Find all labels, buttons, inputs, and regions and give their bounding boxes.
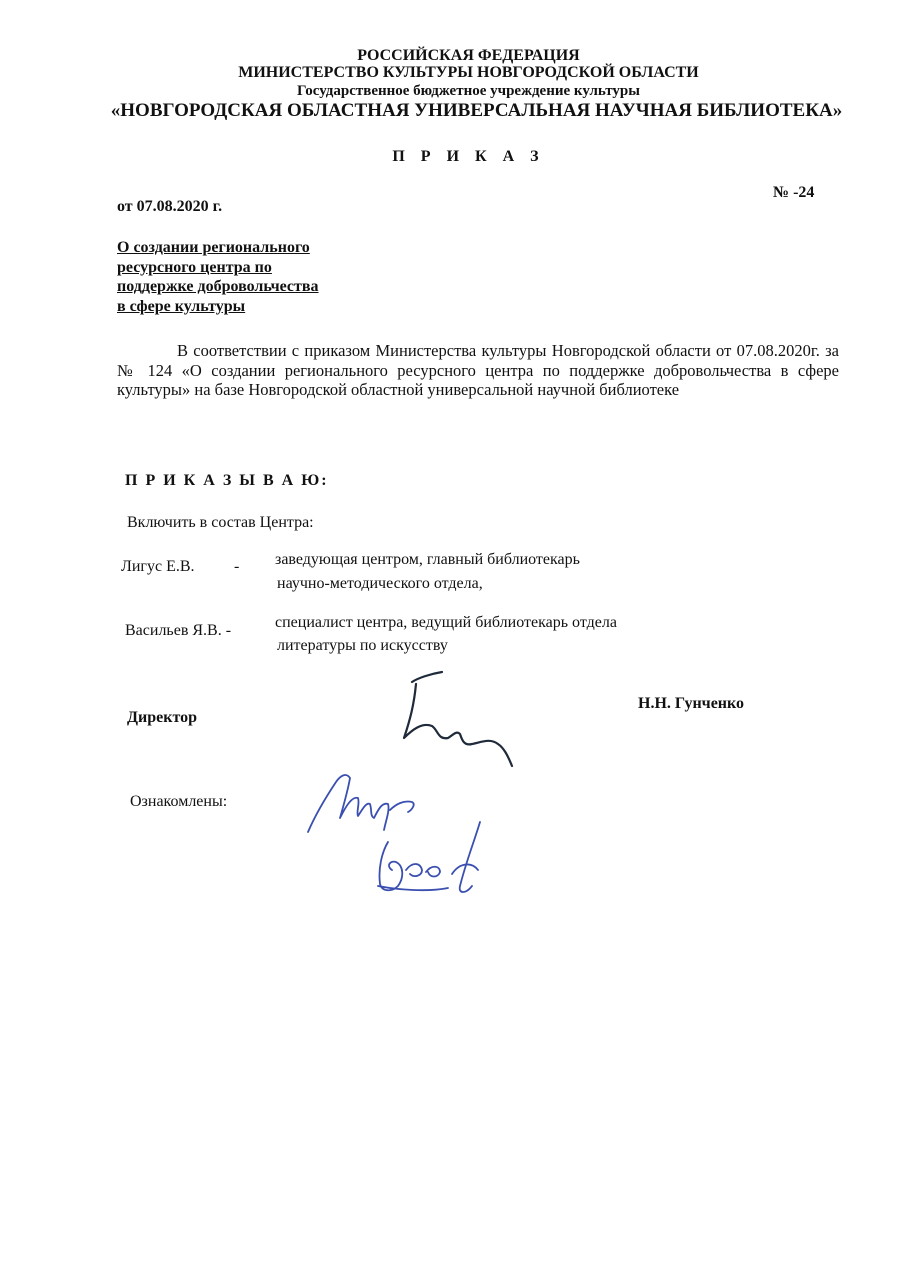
- director-title: Директор: [127, 709, 197, 726]
- document-title: П Р И К А З: [392, 148, 545, 165]
- header-ministry: МИНИСТЕРСТВО КУЛЬТУРЫ НОВГОРОДСКОЙ ОБЛАСТИ: [238, 64, 699, 81]
- member-position: научно-методического отдела,: [277, 575, 483, 592]
- header-country: РОССИЙСКАЯ ФЕДЕРАЦИЯ: [357, 47, 580, 64]
- order-preamble: В соответствии с приказом Министерства культуры Новгородской области от 07.08.2020г. за № 124 «О создании регионального ресурсного центра по поддержке добровольчества в сфере культуры» на базе Новгородской областной универсальной научной библиотеке: [117, 341, 839, 399]
- header-institution-name: «НОВГОРОДСКАЯ ОБЛАСТНАЯ УНИВЕРСАЛЬНАЯ НАУЧНАЯ БИБЛИОТЕКА»: [110, 100, 843, 121]
- member-dash: -: [234, 558, 240, 575]
- member-position: литературы по искусству: [277, 637, 448, 654]
- order-subject: [117, 238, 377, 316]
- header-institution-type: Государственное бюджетное учреждение культуры: [297, 83, 640, 99]
- subject-line: О создании регионального: [117, 239, 310, 256]
- subject-line: поддержке добровольчества: [117, 278, 319, 295]
- subject-line: ресурсного центра по: [117, 258, 272, 276]
- subject-line: в сфере культуры: [117, 297, 246, 315]
- acknowledged-label: Ознакомлены:: [130, 793, 228, 810]
- member-position: заведующая центром, главный библиотекарь: [275, 551, 580, 568]
- order-heading: П Р И К А З Ы В А Ю:: [125, 472, 329, 489]
- member-name: Лигус Е.В.: [121, 558, 195, 575]
- acknowledgement-signature: [368, 812, 503, 902]
- order-date: от 07.08.2020 г.: [117, 198, 223, 215]
- member-name: Васильев Я.В. -: [125, 622, 232, 639]
- include-text: Включить в состав Центра:: [127, 514, 314, 531]
- member-position: специалист центра, ведущий библиотекарь отдела: [275, 614, 617, 631]
- director-name: Н.Н. Гунченко: [638, 695, 745, 712]
- director-signature: [390, 660, 530, 775]
- order-number: № -24: [773, 184, 815, 201]
